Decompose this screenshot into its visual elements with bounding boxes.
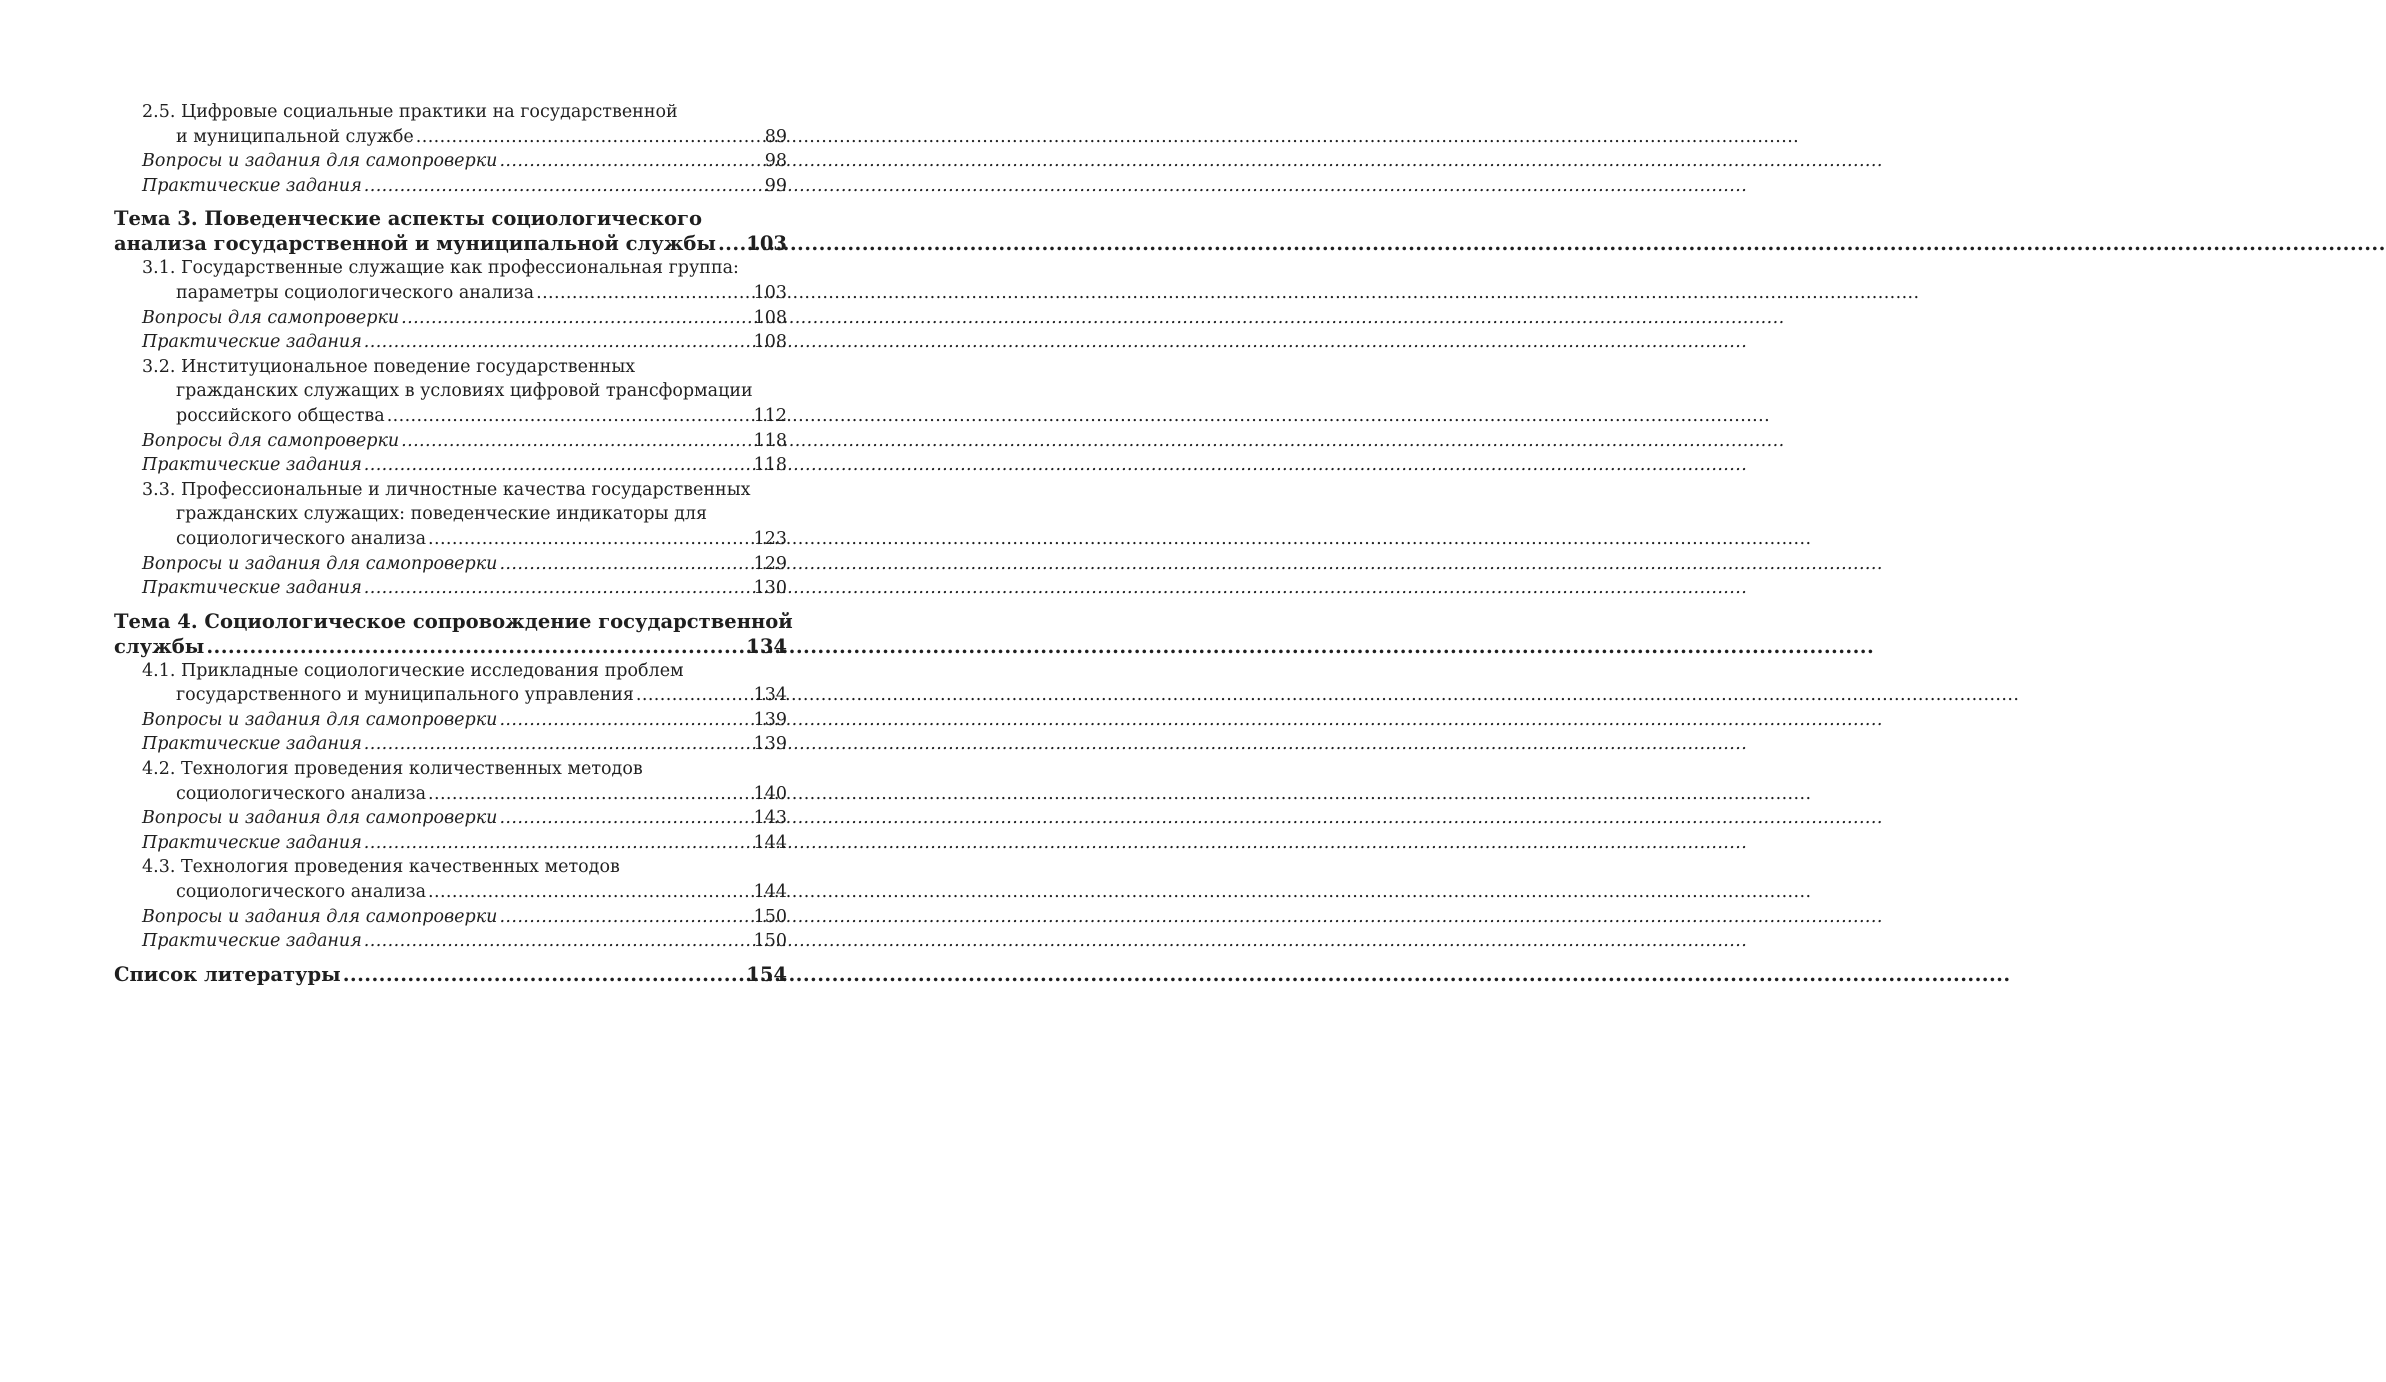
page-number: 103 [753,282,787,303]
toc-entry-4-3-line1: 4.3. Технология проведения качественных методов [142,857,620,878]
toc-entry-2-5-questions[interactable]: Вопросы и задания для самопроверки ..... 98 [114,149,787,174]
page-number: 150 [753,931,787,952]
toc-topic-4[interactable]: службы ..... 134 [114,634,787,659]
leader-dots [426,880,754,905]
toc-entry-4-2-line1: 4.2. Технология проведения количественных методов [142,759,643,780]
toc-entry-3-1-line1: 3.1. Государственные служащие как профессиональная группа: [142,258,739,279]
leader-dots [414,125,765,150]
page-number: 108 [753,307,787,328]
leader-dots [534,281,753,306]
toc-entry-3-2[interactable]: российского общества ..... 112 [114,404,787,429]
toc-topic-3-line1: Тема 3. Поведенческие аспекты социологического [114,207,702,231]
leader-dots [362,929,754,954]
toc-entry-4-2-practice[interactable]: Практические задания ..... 144 [114,831,787,856]
leader-dots [362,453,754,478]
leader-dots [497,708,753,733]
toc-entry-4-2-questions[interactable]: Вопросы и задания для самопроверки ..... 143 [114,806,787,831]
page-number: 150 [753,906,787,927]
leader-dots [362,576,754,601]
leader-dots [497,552,753,577]
toc-entry-4-3[interactable]: социологического анализа ..... 144 [114,880,787,905]
toc-entry-4-1-line1: 4.1. Прикладные социологические исследования проблем [142,660,684,681]
leader-dots [426,527,754,552]
table-of-contents [114,100,793,987]
page-number: 129 [753,553,787,574]
page-number: 103 [746,232,787,256]
page-number: 118 [753,455,787,476]
leader-dots [385,404,754,429]
leader-dots [362,174,765,199]
page-number: 139 [753,709,787,730]
toc-entry-3-1-questions[interactable]: Вопросы для самопроверки ..... 108 [114,306,787,331]
toc-entry-3-2-line1: 3.2. Институциональное поведение государственных [142,356,636,377]
toc-entry-2-5[interactable]: и муниципальной службе ..... 89 [114,125,787,150]
page-number: 139 [753,734,787,755]
toc-entry-4-3-questions[interactable]: Вопросы и задания для самопроверки ..... 150 [114,905,787,930]
leader-dots [497,806,753,831]
toc-entry-3-1-practice[interactable]: Практические задания ..... 108 [114,330,787,355]
leader-dots [362,732,754,757]
page-number: 99 [764,175,787,196]
toc-entry-3-2-practice[interactable]: Практические задания ..... 118 [114,453,787,478]
toc-entry-3-2-line2: гражданских служащих в условиях цифровой трансформации [176,381,753,402]
toc-topic-4-line1: Тема 4. Социологическое сопровождение государственной [114,609,793,633]
toc-bibliography[interactable]: Список литературы ..... 154 [114,962,787,987]
leader-dots [362,831,754,856]
page-number: 123 [753,528,787,549]
toc-topic-3[interactable]: анализа государственной и муниципальной службы ..... 103 [114,231,787,256]
page-number: 130 [753,578,787,599]
leader-dots [634,683,754,708]
page-number: 144 [753,832,787,853]
leader-dots [362,330,754,355]
toc-entry-3-3-questions[interactable]: Вопросы и задания для самопроверки ..... 129 [114,552,787,577]
toc-entry-3-3[interactable]: социологического анализа ..... 123 [114,527,787,552]
toc-entry-2-5-practice[interactable]: Практические задания ..... 99 [114,174,787,199]
toc-entry-3-1[interactable]: параметры социологического анализа ..... 103 [114,281,787,306]
leader-dots [716,231,746,256]
page-number: 144 [753,882,787,903]
toc-entry-4-1-questions[interactable]: Вопросы и задания для самопроверки ..... 139 [114,708,787,733]
page-number: 118 [753,430,787,451]
document-page [0,0,900,1382]
page-number: 134 [753,685,787,706]
toc-entry-4-2[interactable]: социологического анализа ..... 140 [114,782,787,807]
toc-entry-3-3-line2: гражданских служащих: поведенческие индикаторы для [176,504,708,525]
toc-entry-4-1[interactable]: государственного и муниципального управления ..... 134 [114,683,787,708]
leader-dots [341,962,747,987]
toc-entry-4-3-practice[interactable]: Практические задания ..... 150 [114,929,787,954]
page-number: 108 [753,332,787,353]
page-number: 98 [764,151,787,172]
page-number: 140 [753,783,787,804]
leader-dots [497,149,764,174]
page-number: 154 [746,962,787,986]
leader-dots [399,306,753,331]
toc-entry-2-5-line1: 2.5. Цифровые социальные практики на государственной [142,102,678,122]
toc-entry-3-2-questions[interactable]: Вопросы для самопроверки ..... 118 [114,429,787,454]
toc-entry-3-3-line1: 3.3. Профессиональные и личностные качества государственных [142,479,751,500]
leader-dots [426,782,754,807]
page-number: 143 [753,808,787,829]
page-number: 89 [764,126,787,147]
toc-entry-3-3-practice[interactable]: Практические задания ..... 130 [114,576,787,601]
leader-dots [497,905,753,930]
page-number: 134 [746,634,787,658]
leader-dots [204,634,746,659]
page-number: 112 [753,405,787,426]
toc-entry-4-1-practice[interactable]: Практические задания ..... 139 [114,732,787,757]
leader-dots [399,429,753,454]
